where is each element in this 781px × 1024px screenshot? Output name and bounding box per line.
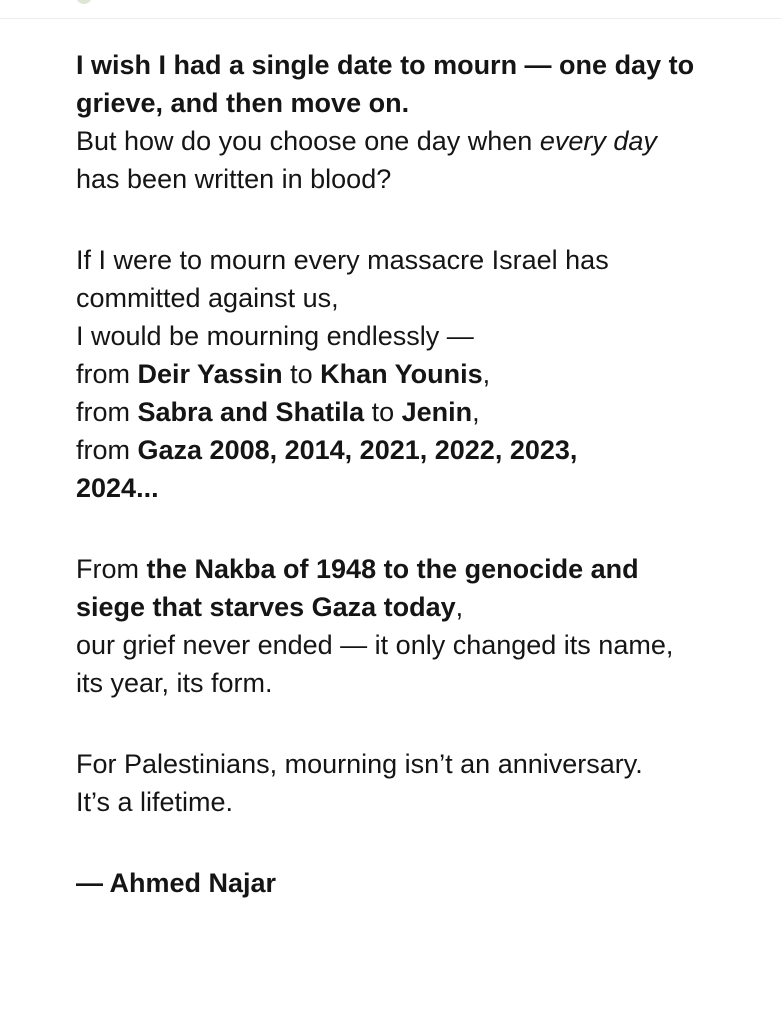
poem-line (76, 122, 746, 160)
stanza-1 (76, 46, 746, 198)
poem-line: grieve, and then move on. (76, 88, 410, 118)
poem-line: For Palestinians, mourning isn’t an anniversary. (76, 749, 643, 779)
poem-line (76, 431, 746, 469)
poem-line (76, 550, 746, 588)
poem-line (76, 588, 746, 626)
stanza-4 (76, 745, 746, 821)
emphasis-text: the Nakba of 1948 to the genocide and (146, 554, 639, 584)
poem-text: from (76, 435, 138, 465)
author-signature: — Ahmed Najar (76, 868, 277, 898)
emphasis-text: every day (539, 126, 657, 156)
stanza-3 (76, 550, 746, 702)
poem-line: I wish I had a single date to mourn — one day to (76, 50, 695, 80)
poem-text: from (76, 397, 138, 427)
place-name: Khan Younis (320, 359, 483, 389)
poem-line: If I were to mourn every massacre Israel has (76, 245, 609, 275)
place-name: Jenin (401, 397, 473, 427)
top-bar (0, 0, 781, 19)
stanza-2 (76, 241, 746, 507)
avatar[interactable] (76, 0, 92, 4)
poem-line: I would be mourning endlessly — (76, 321, 474, 351)
emphasis-text: siege that starves Gaza today (76, 592, 456, 622)
poem-line: It’s a lifetime. (76, 787, 234, 817)
poem-text: to (364, 397, 402, 427)
signature-block (76, 864, 746, 902)
poem-text: , (455, 592, 464, 622)
poem-line: its year, its form. (76, 668, 273, 698)
place-years: Gaza 2008, 2014, 2021, 2022, 2023, (137, 435, 578, 465)
poem-text: From (76, 554, 147, 584)
place-name: Sabra and Shatila (137, 397, 365, 427)
poem-line (76, 393, 746, 431)
poem-text: But how do you choose one day when (76, 126, 540, 156)
poem-text: , (472, 397, 480, 427)
poem-line: has been written in blood? (76, 164, 392, 194)
poem-line: our grief never ended — it only changed its name, (76, 630, 674, 660)
poem-text: , (482, 359, 491, 389)
poem-line: committed against us, (76, 283, 339, 313)
poem-text: from (76, 359, 138, 389)
poem-text: to (282, 359, 321, 389)
post-body (76, 46, 746, 902)
poem-line: 2024... (76, 473, 159, 503)
poem-line (76, 355, 746, 393)
place-name: Deir Yassin (137, 359, 283, 389)
